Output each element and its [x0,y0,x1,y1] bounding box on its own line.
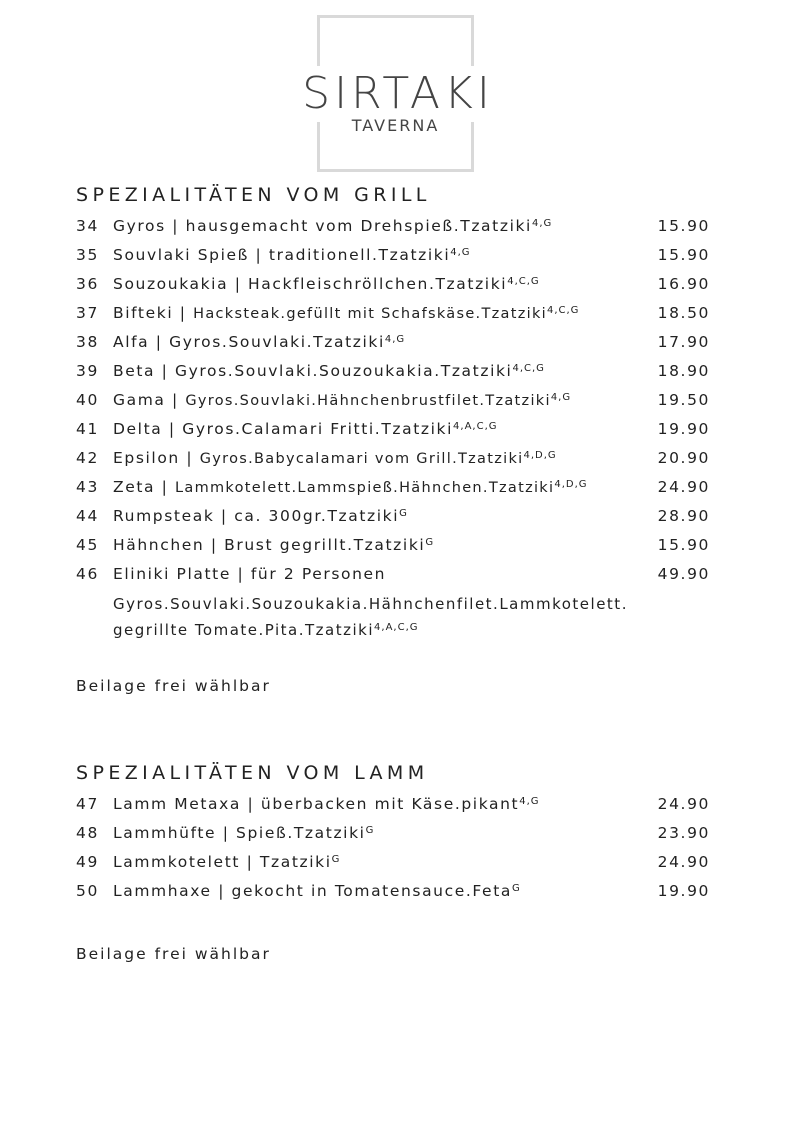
menu-item [76,502,716,531]
item-price: 19.90 [657,420,710,438]
allergen-codes: G [399,508,408,519]
menu-item [76,790,716,819]
menu-item [76,212,716,241]
item-number: 48 [76,824,99,842]
item-title: Beta | Gyros.Souvlaki.Souzoukakia.Tzatziki [113,362,513,380]
item-name [113,328,405,357]
allergen-codes: G [511,883,521,894]
item-price: 19.50 [657,391,710,409]
item-name [113,848,340,877]
item-price: 15.90 [657,536,710,554]
item-title: Alfa | Gyros.Souvlaki.Tzatziki [113,333,385,351]
menu-item [76,560,716,589]
item-price: 24.90 [657,478,710,496]
item-title: Gama | [113,391,186,409]
allergen-codes: G [425,537,435,548]
item-detail-text: Gyros.Souvlaki.Souzoukakia.Hähnchenfilet.Lammkotelett. [113,595,628,613]
item-name [113,877,521,906]
item-price: 19.90 [657,882,710,900]
item-price: 24.90 [657,795,710,813]
item-title: Lamm Metaxa | überbacken mit Käse.pikant [113,795,520,813]
menu-item [76,531,716,560]
item-price: 16.90 [657,275,710,293]
menu-item [76,270,716,299]
menu-item [76,299,716,328]
item-number: 46 [76,565,99,583]
item-title: Epsilon | [113,449,200,467]
item-description: Hacksteak.gefüllt mit Schafskäse.Tzatziki [193,306,547,322]
item-price: 28.90 [657,507,710,525]
item-price: 20.90 [657,449,710,467]
item-detail-text: gegrillte Tomate.Pita.Tzatziki [113,621,375,639]
item-number: 45 [76,536,99,554]
item-price: 18.50 [657,304,710,322]
menu-item [76,386,716,415]
item-name [113,212,552,241]
allergen-codes: 4,A,C,G [374,622,419,633]
item-number: 36 [76,275,99,293]
allergen-codes: G [331,854,341,865]
item-price: 23.90 [657,824,710,842]
item-name [113,502,408,531]
item-title: Souvlaki Spieß | traditionell.Tzatziki [113,246,451,264]
allergen-codes: 4,D,G [523,450,557,461]
section-title: SPEZIALITÄTEN VOM LAMM [76,762,429,784]
item-name [113,270,540,299]
allergen-codes: 4,C,G [507,276,540,287]
item-name [113,357,545,386]
item-number: 47 [76,795,99,813]
allergen-codes: 4,A,C,G [453,421,498,432]
item-title: Delta | Gyros.Calamari Fritti.Tzatziki [113,420,454,438]
item-description: Gyros.Souvlaki.Hähnchenbrustfilet.Tzatziki [185,393,551,409]
allergen-codes: G [365,825,375,836]
menu-item [76,241,716,270]
menu-item [76,415,716,444]
item-number: 39 [76,362,99,380]
menu-item [76,444,716,473]
allergen-codes: 4,C,G [512,363,545,374]
item-name [113,241,471,270]
item-name [113,444,557,474]
allergen-codes: 4,G [531,218,553,229]
menu-list [76,790,716,906]
item-name [113,531,434,560]
item-price: 18.90 [657,362,710,380]
menu-list [76,212,716,589]
allergen-codes: 4,G [550,392,572,403]
item-number: 44 [76,507,99,525]
side-dish-note: Beilage frei wählbar [76,945,271,963]
item-detail-line [113,617,716,643]
section-grill [76,183,716,697]
item-title: Lammhüfte | Spieß.Tzatziki [113,824,366,842]
item-number: 35 [76,246,99,264]
side-dish-note: Beilage frei wählbar [76,677,271,695]
allergen-codes: 4,D,G [554,479,588,490]
menu-item [76,328,716,357]
section-lamb [76,761,716,965]
item-price: 17.90 [657,333,710,351]
menu-item [76,357,716,386]
menu-item [76,877,716,906]
item-title: Bifteki | [113,304,194,322]
item-name [113,819,374,848]
item-price: 49.90 [657,565,710,583]
item-description: Gyros.Babycalamari vom Grill.Tzatziki [199,451,524,467]
item-number: 41 [76,420,99,438]
item-title: Lammhaxe | gekocht in Tomatensauce.Feta [113,882,512,900]
menu-item [76,848,716,877]
item-number: 38 [76,333,99,351]
allergen-codes: 4,G [384,334,406,345]
item-price: 15.90 [657,217,710,235]
item-name [113,560,386,589]
item-title: Rumpsteak | ca. 300gr.Tzatziki [113,507,400,525]
item-title: Hähnchen | Brust gegrillt.Tzatziki [113,536,426,554]
item-price: 15.90 [657,246,710,264]
section-title: SPEZIALITÄTEN VOM GRILL [76,184,431,206]
item-name [113,790,540,819]
logo-name: SIRTAKI [280,66,516,122]
allergen-codes: 4,C,G [546,305,580,316]
item-name [113,386,571,416]
logo-subtitle: TAVERNA [351,116,440,135]
item-name [113,299,579,329]
item-number: 42 [76,449,99,467]
item-title: Gyros | hausgemacht vom Drehspieß.Tzatziki [113,217,532,235]
item-detail-line [113,591,716,617]
item-number: 43 [76,478,99,496]
item-number: 34 [76,217,99,235]
item-number: 40 [76,391,99,409]
item-title: Eliniki Platte | für 2 Personen [113,565,387,583]
item-name [113,473,588,503]
item-description: Lammkotelett.Lammspieß.Hähnchen.Tzatziki [175,480,555,496]
item-number: 49 [76,853,99,871]
menu-item [76,819,716,848]
item-number: 50 [76,882,99,900]
item-number: 37 [76,304,99,322]
item-name [113,415,498,444]
item-title: Zeta | [113,478,176,496]
allergen-codes: 4,G [519,796,540,807]
allergen-codes: 4,G [450,247,471,258]
item-price: 24.90 [657,853,710,871]
item-title: Lammkotelett | Tzatziki [113,853,332,871]
item-title: Souzoukakia | Hackfleischröllchen.Tzatziki [113,275,508,293]
menu-item [76,473,716,502]
